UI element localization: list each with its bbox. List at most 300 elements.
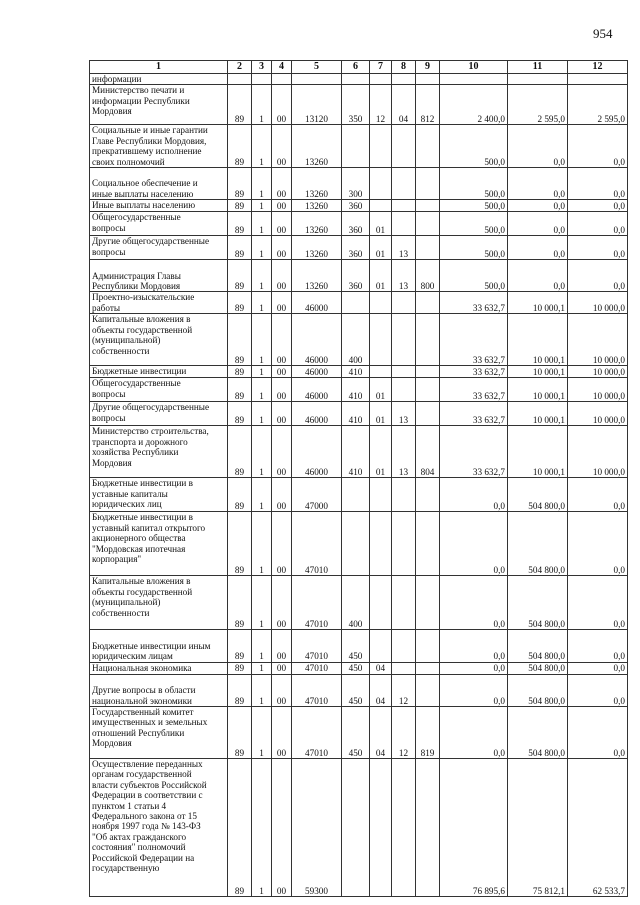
- cell-col-8: [392, 314, 416, 366]
- cell-col-4: 00: [272, 706, 292, 758]
- budget-table: [89, 60, 628, 897]
- cell-col-10: 33 632,7: [440, 426, 508, 478]
- col-header: 3: [252, 61, 272, 74]
- table-row: [90, 74, 628, 85]
- cell-col-12: 2 595,0: [568, 85, 628, 125]
- cell-col-7: 01: [370, 236, 392, 260]
- cell-col-11: 504 800,0: [508, 630, 568, 662]
- cell-col-6: 360: [342, 212, 370, 236]
- table-row: [90, 125, 628, 168]
- cell-col-11: 75 812,1: [508, 758, 568, 896]
- cell-col-9: [416, 236, 440, 260]
- table-row: [90, 512, 628, 576]
- cell-col-8: 04: [392, 85, 416, 125]
- cell-col-7: 01: [370, 260, 392, 292]
- cell-col-7: 01: [370, 426, 392, 478]
- cell-col-7: 04: [370, 674, 392, 706]
- cell-col-2: 89: [228, 674, 252, 706]
- table-row: [90, 200, 628, 212]
- cell-col-10: 33 632,7: [440, 366, 508, 378]
- table-row: [90, 662, 628, 674]
- cell-col-8: [392, 758, 416, 896]
- cell-col-9: 819: [416, 706, 440, 758]
- cell-col-2: 89: [228, 426, 252, 478]
- cell-col-2: 89: [228, 402, 252, 426]
- cell-col-12: 0,0: [568, 674, 628, 706]
- cell-col-2: 89: [228, 758, 252, 896]
- cell-col-7: [370, 512, 392, 576]
- cell-col-12: 0,0: [568, 168, 628, 200]
- cell-col-7: [370, 200, 392, 212]
- cell-col-8: 12: [392, 674, 416, 706]
- cell-col-2: 89: [228, 260, 252, 292]
- cell-col-3: [252, 74, 272, 85]
- cell-col-8: [392, 478, 416, 512]
- table-row: [90, 236, 628, 260]
- cell-col-3: 1: [252, 478, 272, 512]
- cell-col-4: 00: [272, 576, 292, 630]
- cell-col-7: 01: [370, 212, 392, 236]
- cell-col-5: 47010: [292, 706, 342, 758]
- cell-col-8: [392, 125, 416, 168]
- cell-col-9: 800: [416, 260, 440, 292]
- cell-col-5: 47010: [292, 576, 342, 630]
- cell-col-5: 46000: [292, 402, 342, 426]
- table-row: [90, 630, 628, 662]
- cell-col-12: [568, 74, 628, 85]
- cell-col-2: 89: [228, 378, 252, 402]
- row-name: Другие общегосударственные вопросы: [90, 236, 228, 260]
- cell-col-2: [228, 74, 252, 85]
- cell-col-11: 10 000,1: [508, 378, 568, 402]
- cell-col-10: 0,0: [440, 662, 508, 674]
- cell-col-10: 0,0: [440, 576, 508, 630]
- cell-col-11: [508, 74, 568, 85]
- cell-col-11: 10 000,1: [508, 426, 568, 478]
- cell-col-5: 13260: [292, 260, 342, 292]
- cell-col-6: 400: [342, 576, 370, 630]
- cell-col-9: [416, 662, 440, 674]
- cell-col-7: [370, 576, 392, 630]
- cell-col-4: 00: [272, 168, 292, 200]
- row-name: Государственный комитет имущественных и земельных отношений Республики Мордовия: [90, 706, 228, 758]
- col-header: 10: [440, 61, 508, 74]
- cell-col-12: 10 000,0: [568, 378, 628, 402]
- cell-col-3: 1: [252, 512, 272, 576]
- cell-col-12: 0,0: [568, 212, 628, 236]
- row-name: Другие общегосударственные вопросы: [90, 402, 228, 426]
- cell-col-6: [342, 292, 370, 314]
- table-row: [90, 426, 628, 478]
- table-row: [90, 378, 628, 402]
- cell-col-3: 1: [252, 706, 272, 758]
- cell-col-2: 89: [228, 512, 252, 576]
- cell-col-6: 410: [342, 402, 370, 426]
- cell-col-3: 1: [252, 426, 272, 478]
- row-name: Капитальные вложения в объекты государственной (муниципальной) собственности: [90, 576, 228, 630]
- row-name: Бюджетные инвестиции в уставный капитал открытого акционерного общества "Мордовская ипотечная корпорация": [90, 512, 228, 576]
- cell-col-7: [370, 314, 392, 366]
- cell-col-10: 500,0: [440, 260, 508, 292]
- cell-col-5: 13260: [292, 168, 342, 200]
- cell-col-7: [370, 478, 392, 512]
- cell-col-11: 504 800,0: [508, 674, 568, 706]
- table-row: [90, 366, 628, 378]
- cell-col-11: 504 800,0: [508, 706, 568, 758]
- table-row: [90, 212, 628, 236]
- table-row: [90, 576, 628, 630]
- col-header: 6: [342, 61, 370, 74]
- cell-col-2: 89: [228, 236, 252, 260]
- cell-col-2: 89: [228, 212, 252, 236]
- table-row: [90, 402, 628, 426]
- cell-col-10: 76 895,6: [440, 758, 508, 896]
- cell-col-9: [416, 478, 440, 512]
- cell-col-10: [440, 74, 508, 85]
- cell-col-6: 450: [342, 674, 370, 706]
- cell-col-5: 46000: [292, 292, 342, 314]
- cell-col-5: 47010: [292, 512, 342, 576]
- cell-col-10: 33 632,7: [440, 314, 508, 366]
- cell-col-11: 504 800,0: [508, 576, 568, 630]
- cell-col-2: 89: [228, 292, 252, 314]
- cell-col-11: 504 800,0: [508, 662, 568, 674]
- cell-col-6: 410: [342, 426, 370, 478]
- cell-col-5: 13260: [292, 125, 342, 168]
- cell-col-12: 0,0: [568, 662, 628, 674]
- row-name: Бюджетные инвестиции: [90, 366, 228, 378]
- cell-col-6: 410: [342, 378, 370, 402]
- table-row: [90, 478, 628, 512]
- cell-col-9: [416, 674, 440, 706]
- cell-col-9: [416, 366, 440, 378]
- cell-col-3: 1: [252, 260, 272, 292]
- cell-col-2: 89: [228, 85, 252, 125]
- cell-col-11: 0,0: [508, 168, 568, 200]
- cell-col-5: 59300: [292, 758, 342, 896]
- cell-col-9: [416, 168, 440, 200]
- table-body: [90, 74, 628, 897]
- page-number: 954: [593, 26, 613, 41]
- table-row: [90, 758, 628, 896]
- cell-col-12: 0,0: [568, 630, 628, 662]
- cell-col-8: 13: [392, 402, 416, 426]
- cell-col-9: [416, 74, 440, 85]
- cell-col-11: 504 800,0: [508, 512, 568, 576]
- row-name: Министерство печати и информации Республики Мордовия: [90, 85, 228, 125]
- cell-col-3: 1: [252, 85, 272, 125]
- cell-col-6: 450: [342, 662, 370, 674]
- cell-col-8: 12: [392, 706, 416, 758]
- row-name: Министерство строительства, транспорта и дорожного хозяйства Республики Мордовия: [90, 426, 228, 478]
- cell-col-3: 1: [252, 314, 272, 366]
- cell-col-10: 33 632,7: [440, 292, 508, 314]
- header-row: [90, 61, 628, 74]
- col-header: 8: [392, 61, 416, 74]
- cell-col-5: 46000: [292, 378, 342, 402]
- cell-col-12: 0,0: [568, 236, 628, 260]
- cell-col-9: [416, 378, 440, 402]
- col-header: 7: [370, 61, 392, 74]
- row-name: Социальные и иные гарантии Главе Республики Мордовия, прекратившему исполнение своих полномочий: [90, 125, 228, 168]
- cell-col-12: 10 000,0: [568, 292, 628, 314]
- cell-col-7: 04: [370, 706, 392, 758]
- cell-col-10: 500,0: [440, 125, 508, 168]
- cell-col-7: [370, 292, 392, 314]
- cell-col-10: 0,0: [440, 630, 508, 662]
- col-header: 2: [228, 61, 252, 74]
- row-name: информации: [90, 74, 228, 85]
- cell-col-4: 00: [272, 212, 292, 236]
- col-header: 4: [272, 61, 292, 74]
- cell-col-3: 1: [252, 292, 272, 314]
- cell-col-12: 0,0: [568, 125, 628, 168]
- cell-col-11: 0,0: [508, 236, 568, 260]
- cell-col-12: 10 000,0: [568, 366, 628, 378]
- cell-col-8: [392, 378, 416, 402]
- cell-col-4: 00: [272, 630, 292, 662]
- cell-col-4: 00: [272, 314, 292, 366]
- cell-col-10: 0,0: [440, 478, 508, 512]
- cell-col-3: 1: [252, 378, 272, 402]
- cell-col-7: [370, 366, 392, 378]
- row-name: Бюджетные инвестиции иным юридическим лицам: [90, 630, 228, 662]
- cell-col-6: [342, 758, 370, 896]
- row-name: Общегосударственные вопросы: [90, 212, 228, 236]
- cell-col-10: 33 632,7: [440, 378, 508, 402]
- cell-col-6: 360: [342, 200, 370, 212]
- col-header: 9: [416, 61, 440, 74]
- cell-col-4: 00: [272, 512, 292, 576]
- row-name: Другие вопросы в области национальной экономики: [90, 674, 228, 706]
- cell-col-2: 89: [228, 200, 252, 212]
- cell-col-2: 89: [228, 168, 252, 200]
- cell-col-11: 0,0: [508, 260, 568, 292]
- cell-col-3: 1: [252, 236, 272, 260]
- row-name: Национальная экономика: [90, 662, 228, 674]
- cell-col-3: 1: [252, 212, 272, 236]
- cell-col-9: [416, 512, 440, 576]
- cell-col-10: 0,0: [440, 512, 508, 576]
- cell-col-7: 01: [370, 378, 392, 402]
- cell-col-3: 1: [252, 630, 272, 662]
- cell-col-7: [370, 74, 392, 85]
- cell-col-11: 0,0: [508, 200, 568, 212]
- col-header: 5: [292, 61, 342, 74]
- cell-col-9: [416, 200, 440, 212]
- cell-col-4: 00: [272, 758, 292, 896]
- cell-col-3: 1: [252, 662, 272, 674]
- cell-col-8: [392, 630, 416, 662]
- cell-col-4: 00: [272, 402, 292, 426]
- cell-col-4: 00: [272, 478, 292, 512]
- row-name: Социальное обеспечение и иные выплаты населению: [90, 168, 228, 200]
- cell-col-11: 10 000,1: [508, 314, 568, 366]
- cell-col-7: [370, 125, 392, 168]
- cell-col-8: [392, 292, 416, 314]
- cell-col-4: 00: [272, 200, 292, 212]
- cell-col-11: 10 000,1: [508, 292, 568, 314]
- cell-col-8: 13: [392, 260, 416, 292]
- cell-col-9: 812: [416, 85, 440, 125]
- cell-col-8: [392, 200, 416, 212]
- cell-col-12: 0,0: [568, 260, 628, 292]
- cell-col-9: [416, 292, 440, 314]
- cell-col-4: 00: [272, 426, 292, 478]
- cell-col-8: 13: [392, 426, 416, 478]
- cell-col-6: 410: [342, 366, 370, 378]
- cell-col-7: 12: [370, 85, 392, 125]
- cell-col-5: 13260: [292, 212, 342, 236]
- cell-col-8: [392, 576, 416, 630]
- cell-col-9: [416, 314, 440, 366]
- cell-col-9: [416, 630, 440, 662]
- cell-col-4: 00: [272, 260, 292, 292]
- cell-col-12: 0,0: [568, 200, 628, 212]
- cell-col-6: [342, 74, 370, 85]
- cell-col-6: 360: [342, 236, 370, 260]
- table-row: [90, 85, 628, 125]
- cell-col-5: 13260: [292, 236, 342, 260]
- cell-col-5: 13260: [292, 200, 342, 212]
- cell-col-5: 46000: [292, 366, 342, 378]
- cell-col-9: [416, 758, 440, 896]
- cell-col-6: [342, 125, 370, 168]
- cell-col-2: 89: [228, 706, 252, 758]
- table-row: [90, 674, 628, 706]
- cell-col-3: 1: [252, 758, 272, 896]
- cell-col-2: 89: [228, 125, 252, 168]
- row-name: Бюджетные инвестиции в уставные капиталы юридических лиц: [90, 478, 228, 512]
- cell-col-4: 00: [272, 125, 292, 168]
- col-header: 1: [90, 61, 228, 74]
- cell-col-3: 1: [252, 674, 272, 706]
- row-name: Капитальные вложения в объекты государственной (муниципальной) собственности: [90, 314, 228, 366]
- cell-col-4: 00: [272, 292, 292, 314]
- cell-col-6: 450: [342, 630, 370, 662]
- row-name: Иные выплаты населению: [90, 200, 228, 212]
- cell-col-9: 804: [416, 426, 440, 478]
- cell-col-2: 89: [228, 576, 252, 630]
- cell-col-8: [392, 212, 416, 236]
- cell-col-2: 89: [228, 366, 252, 378]
- cell-col-3: 1: [252, 200, 272, 212]
- cell-col-10: 500,0: [440, 200, 508, 212]
- cell-col-4: 00: [272, 674, 292, 706]
- cell-col-12: 0,0: [568, 576, 628, 630]
- cell-col-5: 47010: [292, 630, 342, 662]
- row-name: Администрация Главы Республики Мордовия: [90, 260, 228, 292]
- cell-col-11: 10 000,1: [508, 366, 568, 378]
- cell-col-3: 1: [252, 125, 272, 168]
- cell-col-4: 00: [272, 85, 292, 125]
- cell-col-12: 10 000,0: [568, 402, 628, 426]
- col-header: 11: [508, 61, 568, 74]
- cell-col-8: [392, 168, 416, 200]
- cell-col-7: [370, 168, 392, 200]
- cell-col-5: [292, 74, 342, 85]
- cell-col-4: 00: [272, 236, 292, 260]
- cell-col-8: [392, 662, 416, 674]
- cell-col-12: 0,0: [568, 512, 628, 576]
- cell-col-3: 1: [252, 576, 272, 630]
- cell-col-10: 500,0: [440, 236, 508, 260]
- cell-col-6: [342, 512, 370, 576]
- cell-col-5: 47010: [292, 674, 342, 706]
- cell-col-2: 89: [228, 314, 252, 366]
- cell-col-10: 33 632,7: [440, 402, 508, 426]
- cell-col-4: 00: [272, 366, 292, 378]
- cell-col-8: [392, 366, 416, 378]
- cell-col-9: [416, 125, 440, 168]
- row-name: Общегосударственные вопросы: [90, 378, 228, 402]
- cell-col-2: 89: [228, 478, 252, 512]
- cell-col-12: 0,0: [568, 706, 628, 758]
- cell-col-6: 350: [342, 85, 370, 125]
- cell-col-7: 04: [370, 662, 392, 674]
- cell-col-6: [342, 478, 370, 512]
- col-header: 12: [568, 61, 628, 74]
- cell-col-12: 10 000,0: [568, 426, 628, 478]
- cell-col-6: 300: [342, 168, 370, 200]
- cell-col-12: 0,0: [568, 478, 628, 512]
- cell-col-11: 10 000,1: [508, 402, 568, 426]
- cell-col-4: 00: [272, 662, 292, 674]
- cell-col-10: 0,0: [440, 706, 508, 758]
- cell-col-10: 0,0: [440, 674, 508, 706]
- cell-col-5: 47000: [292, 478, 342, 512]
- cell-col-3: 1: [252, 366, 272, 378]
- cell-col-5: 46000: [292, 314, 342, 366]
- cell-col-3: 1: [252, 402, 272, 426]
- cell-col-7: [370, 630, 392, 662]
- cell-col-4: 00: [272, 378, 292, 402]
- cell-col-4: [272, 74, 292, 85]
- cell-col-10: 500,0: [440, 212, 508, 236]
- cell-col-3: 1: [252, 168, 272, 200]
- cell-col-9: [416, 212, 440, 236]
- cell-col-5: 47010: [292, 662, 342, 674]
- cell-col-11: 0,0: [508, 212, 568, 236]
- cell-col-8: 13: [392, 236, 416, 260]
- cell-col-7: [370, 758, 392, 896]
- row-name: Проектно-изыскательские работы: [90, 292, 228, 314]
- cell-col-5: 13120: [292, 85, 342, 125]
- table-row: [90, 168, 628, 200]
- cell-col-6: 400: [342, 314, 370, 366]
- cell-col-9: [416, 576, 440, 630]
- table-row: [90, 260, 628, 292]
- cell-col-11: 0,0: [508, 125, 568, 168]
- table-row: [90, 314, 628, 366]
- cell-col-5: 46000: [292, 426, 342, 478]
- cell-col-8: [392, 74, 416, 85]
- cell-col-6: 360: [342, 260, 370, 292]
- cell-col-11: 2 595,0: [508, 85, 568, 125]
- table-row: [90, 292, 628, 314]
- cell-col-11: 504 800,0: [508, 478, 568, 512]
- cell-col-8: [392, 512, 416, 576]
- cell-col-2: 89: [228, 630, 252, 662]
- table-row: [90, 706, 628, 758]
- cell-col-7: 01: [370, 402, 392, 426]
- cell-col-6: 450: [342, 706, 370, 758]
- cell-col-10: 500,0: [440, 168, 508, 200]
- cell-col-12: 10 000,0: [568, 314, 628, 366]
- cell-col-9: [416, 402, 440, 426]
- row-name: Осуществление переданных органам государственной власти субъектов Российской Федерации в соответствии с пунктом 1 статьи 4 Федерального закона от 15 ноября 1997 года № 143-ФЗ "Об актах гражданского состояния" полномочий Российской Федерации на государственную: [90, 758, 228, 896]
- cell-col-10: 2 400,0: [440, 85, 508, 125]
